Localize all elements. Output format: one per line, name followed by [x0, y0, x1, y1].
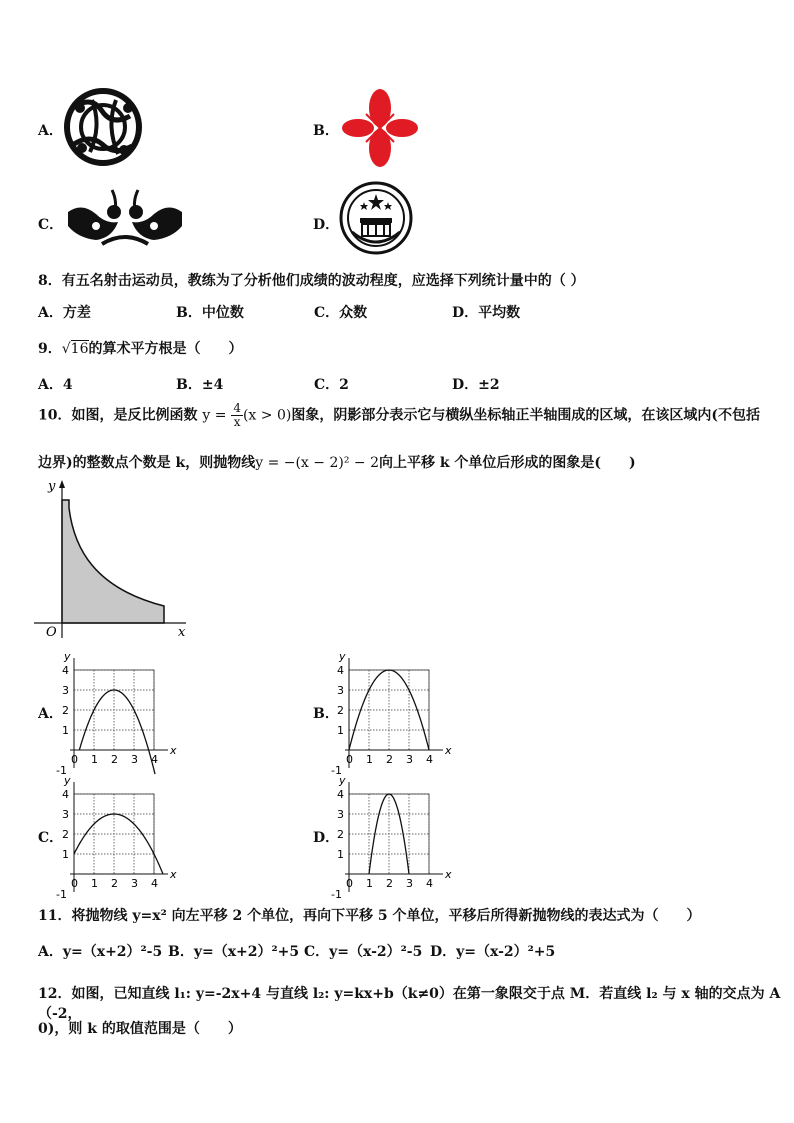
x-axis-label: x [170, 744, 177, 757]
x-tick-label: 2 [386, 877, 393, 890]
q8-option-d: D．平均数 [452, 305, 521, 321]
sqrt-icon: √ [61, 341, 71, 357]
q10-frac-den: x [233, 415, 241, 429]
q10-option-c-graph [56, 774, 178, 901]
x-tick-label: 1 [366, 877, 373, 890]
x-axis-label: x [170, 868, 177, 881]
y-tick-label: 4 [337, 664, 344, 677]
y-tick-label: 1 [62, 724, 69, 737]
q10-line1-end: 图象，阴影部分表示它与横纵坐标轴正半轴围成的区域，在该区域内(不包括 [291, 407, 760, 424]
q9-option-a: A．4 [38, 377, 73, 393]
q8-option-a: A．方差 [38, 305, 91, 321]
fig-origin-label: O [46, 625, 57, 640]
q10-line2 [38, 452, 636, 472]
y-axis-label: y [339, 774, 346, 787]
x-tick-label: 4 [426, 753, 433, 766]
q10-option-a-label: A． [38, 706, 63, 722]
x-tick-label: 0 [71, 877, 78, 890]
q10-line1-start: 10．如图，是反比例函数 [38, 407, 198, 424]
x-tick-label: 3 [131, 877, 138, 890]
x-tick-label: 2 [111, 753, 118, 766]
y-tick-label: 3 [337, 808, 344, 821]
y-axis-label: y [339, 650, 346, 663]
x-tick-label: 1 [366, 753, 373, 766]
q10-option-c-label: C． [38, 830, 64, 846]
y-tick-label: 3 [62, 808, 69, 821]
y-tick-label: 1 [337, 724, 344, 737]
q10-line2-start: 边界)的整数点个数是 k，则抛物线 [38, 455, 256, 471]
fig-y-label: y [48, 479, 56, 494]
x-tick-label: 0 [346, 753, 353, 766]
q9-prefix: 9． [38, 341, 62, 357]
q7-option-d-label: D． [313, 217, 340, 233]
q10-option-d-label: D． [313, 830, 340, 846]
y-tick-label: -1 [331, 888, 342, 901]
x-tick-label: 4 [426, 877, 433, 890]
q9-option-d: D．±2 [452, 377, 500, 393]
q10-option-b-label: B． [313, 706, 339, 722]
q10-option-b-graph [331, 650, 453, 777]
parabola-curve [74, 814, 163, 874]
fig-x-label: x [178, 625, 186, 640]
q9-stem [38, 338, 243, 358]
q9-suffix: 的算术平方根是（ ） [88, 341, 243, 357]
q10-func-domain: (x > 0) [242, 407, 292, 424]
y-tick-label: 2 [62, 704, 69, 717]
red-four-petal-flower-icon [340, 88, 420, 168]
q10-line1 [38, 402, 760, 429]
q10-frac-num: 4 [233, 401, 241, 415]
y-tick-label: 4 [62, 788, 69, 801]
q11-stem: 11．将抛物线 y=x² 向左平移 2 个单位，再向下平移 5 个单位，平移后所得新抛物线的表达式为（ ） [38, 908, 701, 924]
x-tick-label: 3 [131, 753, 138, 766]
x-tick-label: 0 [71, 753, 78, 766]
x-tick-label: 3 [406, 877, 413, 890]
y-tick-label: 3 [337, 684, 344, 697]
y-tick-label: 1 [62, 848, 69, 861]
x-tick-label: 4 [151, 877, 158, 890]
q9-option-b: B．±4 [176, 377, 224, 393]
y-tick-label: -1 [56, 764, 67, 777]
y-axis-label: y [64, 650, 71, 663]
y-tick-label: -1 [331, 764, 342, 777]
q8-option-c: C．众数 [314, 305, 368, 321]
x-tick-label: 1 [91, 877, 98, 890]
x-tick-label: 1 [91, 753, 98, 766]
national-emblem-icon [338, 180, 414, 256]
x-axis-label: x [445, 744, 452, 757]
y-tick-label: 2 [337, 828, 344, 841]
q10-parabola: y = −(x − 2)² − 2 [255, 455, 379, 471]
q10-shaded-hyperbola-figure [34, 478, 194, 640]
x-tick-label: 4 [151, 753, 158, 766]
q7-option-a-label: A． [38, 123, 63, 139]
q10-fraction [231, 402, 243, 429]
twin-phoenix-icon [62, 182, 188, 252]
q11-option-b: B．y=（x+2）²+5 [168, 944, 300, 960]
y-tick-label: 4 [337, 788, 344, 801]
x-tick-label: 2 [386, 753, 393, 766]
x-tick-label: 3 [406, 753, 413, 766]
q7-option-b-label: B． [313, 123, 339, 139]
q9-radicand: 16 [70, 341, 89, 357]
q11-option-c: C．y=（x-2）²-5 [304, 944, 423, 960]
q11-option-d: D．y=（x-2）²+5 [430, 944, 556, 960]
y-axis-label: y [64, 774, 71, 787]
q10-option-d-graph [331, 774, 453, 901]
x-axis-label: x [445, 868, 452, 881]
y-tick-label: 4 [62, 664, 69, 677]
x-tick-label: 0 [346, 877, 353, 890]
q9-option-c: C．2 [314, 377, 349, 393]
q7-option-c-label: C． [38, 217, 64, 233]
y-tick-label: 2 [62, 828, 69, 841]
knot-emblem-icon [62, 86, 144, 168]
q10-line2-end: 向上平移 k 个单位后形成的图象是( ) [378, 455, 636, 471]
y-tick-label: 3 [62, 684, 69, 697]
q12-line1: 12．如图，已知直线 l₁: y=-2x+4 与直线 l₂: y=kx+b（k≠0）在第一象限交于点 M．若直线 l₂ 与 x 轴的交点为 A（-2， [38, 986, 781, 1022]
q11-option-a: A．y=（x+2）²-5 [38, 944, 163, 960]
shaded-region [62, 500, 164, 623]
q10-option-a-graph [56, 650, 178, 777]
q8-option-b: B．中位数 [176, 305, 244, 321]
q8-stem: 8．有五名射击运动员，教练为了分析他们成绩的波动程度，应选择下列统计量中的（ ） [38, 273, 585, 289]
x-tick-label: 2 [111, 877, 118, 890]
y-tick-label: 1 [337, 848, 344, 861]
y-tick-label: 2 [337, 704, 344, 717]
q10-func-lhs: y = [202, 407, 227, 424]
q12-line2: 0)，则 k 的取值范围是（ ） [38, 1021, 242, 1037]
y-tick-label: -1 [56, 888, 67, 901]
